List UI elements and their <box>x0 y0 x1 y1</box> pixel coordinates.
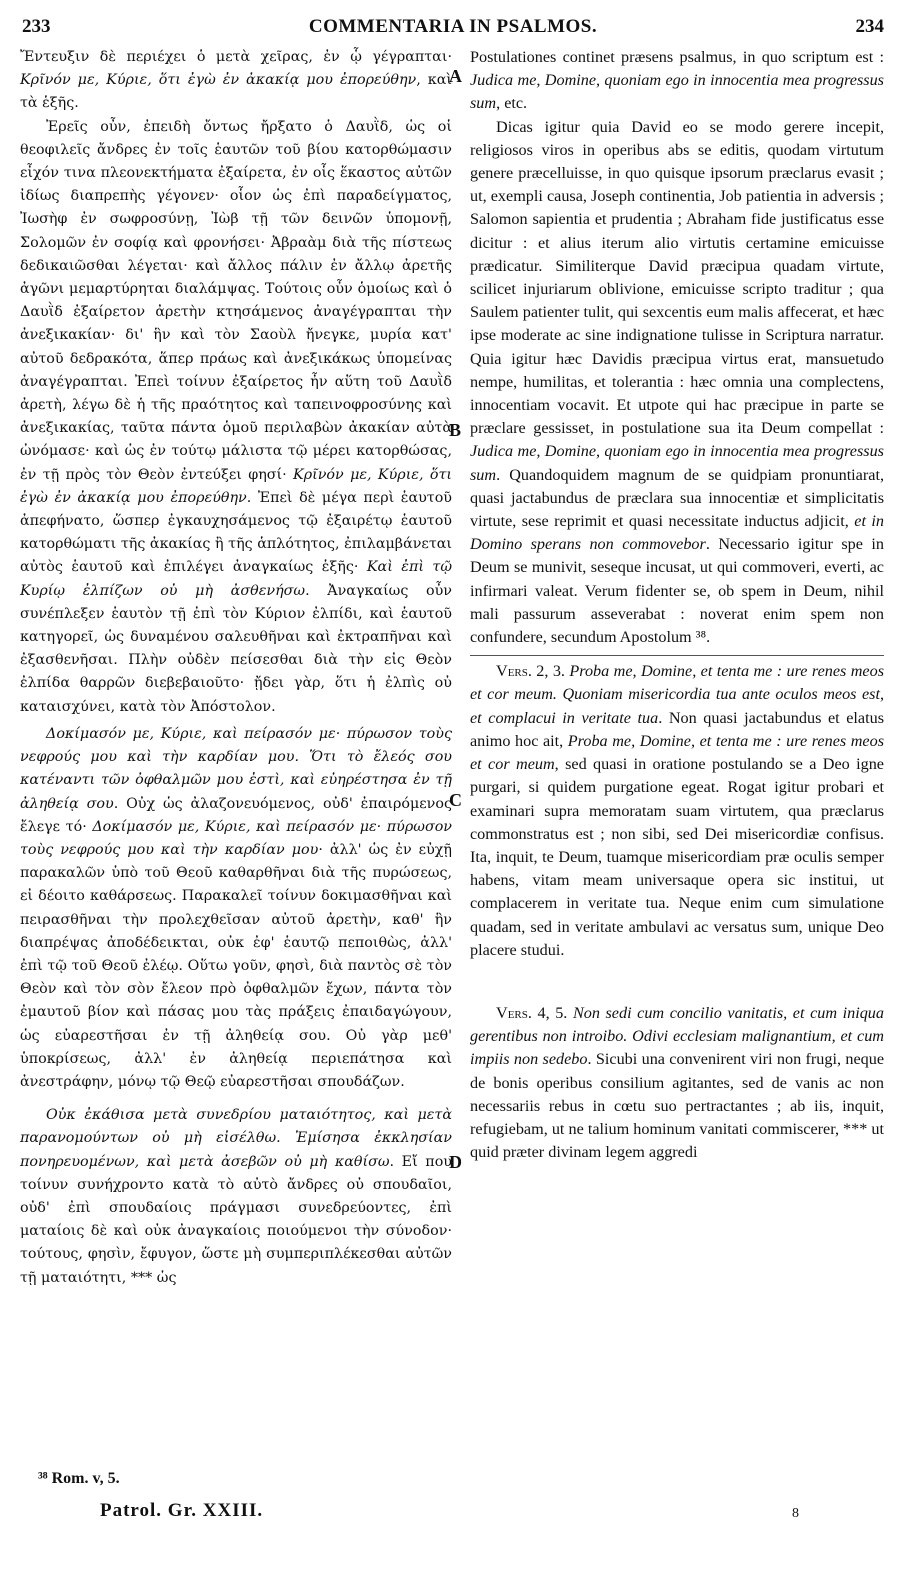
latin-scripture-quote: Judica me, Domine, quoniam ego in innocentia mea progressus sum <box>470 442 884 484</box>
margin-marker-a: A <box>449 66 462 86</box>
greek-scripture-quote: Κρῖνόν με, Κύριε, ὅτι ἐγὼ ἐν ἀκακίᾳ μου ἐπορεύθην <box>20 466 452 506</box>
greek-paragraph <box>20 1104 452 1290</box>
running-header <box>22 16 884 40</box>
latin-paragraph <box>470 46 884 116</box>
latin-text: . Quandoquidem magnum de se quidpiam pronuntiarat, quasi jactabundus de præclara sua innocentiæ et simplicitatis virtute, sese reprimit et quasi necessitate inductus adjicit, <box>470 465 884 531</box>
footnote: ³⁸ Rom. v, 5. <box>38 1470 120 1487</box>
latin-scripture-quote: Non sedi cum concilio vanitatis, et cum iniqua gerentibus non introibo. Odivi ecclesiam malignantium, et cum impiis non sedebo <box>470 1003 884 1069</box>
margin-marker-d: D <box>449 1152 462 1172</box>
greek-text: . Ἐπεὶ δὲ μέγα περὶ ἑαυτοῦ ἀπεφήνατο, ὥσπερ ἐγκαυχησάμενος τῷ ἐξαιρέτῳ ἑαυτοῦ κατορθώματι τῆς ἀκακίας ἢ τῆς ἁπλότητος, ἐπιλαμβάνεται αὐτὸς ἑαυτοῦ καὶ ἐπιλέγει ἀναγκαίως ἑξῆς· <box>20 489 453 576</box>
page-number-right: 234 <box>855 16 884 37</box>
greek-text: . Ἀναγκαίως οὖν συνέπλεξεν ἑαυτὸν τῇ ἐπὶ τὸν Κύριον ἐλπίδι, καὶ ἑαυτοῦ κατηγορεῖ, ὡς δυναμένου σαλευθῆναι καὶ ἐκτραπῆναι καὶ ἐξασθενῆσαι. Πλὴν οὐδὲν πείσεσθαι διὰ τὴν εἰς Θεὸν ἐλπίδα θαρρῶν διεβεβαιοῦτο· ᾔδει γὰρ, ὅτι ἡ ἐλπὶς οὐ καταισχύνει, κατὰ τὸν Ἀπόστολον. <box>20 582 453 715</box>
greek-paragraph <box>20 723 452 1094</box>
latin-text: , sed quasi in oratione postulando se a Deo igne purgari, si quidem purgatione egeat. Rogat igitur probari et examinari supra memoratam suam virtutem, qua præclarus commonstratus est ; non sibi, sed Dei misericordiæ confisus. Ita, inquit, te Deum, tuamque misericordiam præ oculis semper habens, vitam meam universaque opera sic institui, ut complacerem in veritate tua. Neque enim cum simulatione quadam, sed in veritate ambulavi ac versatus sum, unique Deo placere studui. <box>470 755 884 959</box>
greek-paragraph <box>20 116 452 719</box>
divider <box>470 655 884 656</box>
greek-scripture-quote: Δοκίμασόν με, Κύριε, καὶ πείρασόν με· πύρωσον τοὺς νεφρούς μου καὶ τὴν καρδίαν μου <box>20 818 452 858</box>
greek-text: , καὶ τὰ ἑξῆς. <box>20 72 452 112</box>
greek-text: Ἔντευξιν δὲ περιέχει ὁ μετὰ χεῖρας, ἐν ᾧ γέγραπται· <box>20 49 452 65</box>
greek-scripture-quote: Δοκίμασόν με, Κύριε, καὶ πείρασόν με· πύρωσον τοὺς νεφρούς μου καὶ τὴν καρδίαν μου. Ὅτι τὸ ἔλεός σου κατέναντι τῶν ὀφθαλμῶν μου ἐστὶ, καὶ εὐηρέστησα ἐν τῇ ἀληθείᾳ σου <box>20 725 452 812</box>
latin-scripture-quote: Judica me, Domine, quoniam ego in innocentia mea progressus sum <box>470 71 884 113</box>
latin-scripture-quote: Proba me, Domine, et tenta me : ure renes meos et cor meum <box>470 731 885 774</box>
greek-paragraph <box>20 46 452 116</box>
greek-scripture-quote: Οὐκ ἐκάθισα μετὰ συνεδρίου ματαιότητος, καὶ μετὰ παρανομούντων οὐ μὴ εἰσέλθω. Ἐμίσησα ἐκκλησίαν πονηρευομένων, καὶ μετὰ ἀσεβῶν οὐ μὴ καθίσω <box>20 1107 452 1170</box>
running-title: COMMENTARIA IN PSALMOS. <box>308 16 598 37</box>
page-number-left: 233 <box>22 16 51 37</box>
greek-text: . Οὐχ ὡς ἀλαζονευόμενος, οὐδ' ἐπαιρόμενος ἔλεγε τό· <box>20 795 452 835</box>
margin-marker-c: C <box>449 790 462 810</box>
greek-column <box>20 46 452 1290</box>
latin-text: , etc. <box>496 94 528 113</box>
signature-mark: Patrol. Gr. XXIII. <box>100 1500 264 1521</box>
greek-text: Ἐρεῖς οὖν, ἐπειδὴ ὄντως ἤρξατο ὁ Δαυῒδ, ὡς οἱ θεοφιλεῖς ἄνδρες ἐν τοῖς ἑαυτῶν τοῦ βίου κατορθώμασιν εἶχόν τινα πλεονεκτήματα ἐξαίρετα, ἐν οἷς ἕκαστος αὐτῶν ἰδίως διαπρεπὴς γέγονεν· οἷον ὡς ἐπὶ παραδείγματος, Ἰωσὴφ ἐν σωφροσύνῃ, Ἰὼβ τῇ τῶν δεινῶν ὑπομονῇ, Σολομῶν ἐν σοφίᾳ καὶ φρονήσει· Ἀβραὰμ διὰ τῆς πίστεως δεδικαιῶσθαι λέγεται· καὶ ἄλλος πάλιν ἐν ἄλλῳ ἀρετῆς ἀγῶνι μεμαρτύρηται διαλάμψας. Τούτοις οὖν ὁμοίως καὶ ὁ Δαυῒδ ἐξαίρετον ἀρετὴν κτησάμενος ἀναγέγραπται τὴν ἀνεξικακίαν· δι' ἣν καὶ τὸν Σαοὺλ ἤνεγκε, μυρία κατ' αὐτοῦ δεδρακότα, ἅπερ πράως καὶ ἀνεξικάκως ὑπομείνας ἀναγέγραπται. Ἐπεὶ τοίνυν ἐξαίρετος ἦν αὕτη τοῦ Δαυῒδ ἀρετὴ, λέγω δὲ ἡ τῆς πραότητος καὶ ταπεινοφροσύνης καὶ ἀνεξικακίας, ταῦτα πάντα ὁμοῦ περιλαβὼν ἀκακίαν αὐτὰ ὠνόμασε· καὶ ὡς ἐν τούτῳ μάλιστα τῷ μέρει κατορθώσας, ἐν τῇ πρὸς τὸν Θεὸν ἐντεύξει φησί· <box>20 118 452 483</box>
latin-text: Postulationes continet præsens psalmus, in quo scriptum est : <box>470 48 884 66</box>
latin-scripture-quote: Proba me, Domine, et tenta me : ure renes meos et cor meum. Quoniam misericordia tua ante oculos meos est, et complacui in veritate tua <box>470 662 884 727</box>
greek-text: · ἀλλ' ὡς ἐν εὐχῇ παρακαλῶν ὑπὸ τοῦ Θεοῦ καθαρθῆναι διὰ τῆς πυρώσεως, εἰ δέοιτο καθάρσεως. Παρακαλεῖ τοίνυν δοκιμασθῆναι καὶ πειρασθῆναι τὴν προλεχθεῖσαν αὐτοῦ ἀρετὴν, καθ' ἣν διαπρέψας ἀποδέδεικται, οὐκ ἐφ' ἑαυτῷ πεποιθὼς, ἀλλ' ἐπὶ τῷ τοῦ Θεοῦ ἐλέῳ. Οὕτω γοῦν, φησὶ, διὰ παντὸς σὲ τὸν Θεὸν καὶ τὸν σὸν ἔλεον πρὸ ὀφθαλμῶν ἔχων, πάντα τὸν ἐμαυτοῦ βίον καὶ πάσας μου τὰς πράξεις ἐπαιδαγώγουν, ὡς εὐαρεστῆσαι ἐν τῇ ἀληθείᾳ σου. Οὐ γὰρ μεθ' ὑποκρίσεως, ἀλλ' ἐν ἀληθείᾳ περιεπάτησα καὶ ἀνεστράφην, μόνῳ τῷ Θεῷ εὐαρεστῆσαι σπουδάζων. <box>20 841 452 1090</box>
latin-text: . Sicubi una convenirent viri non frugi, neque de bonis operibus consilium agitantes, sed de vanis ac non necessariis rebus in cœtu suo pertractantes ; ab iis, inquit, refugiebam, ut ne talium hominum vanitati commiscerer, *** ut quid præter divinam legem aggredi <box>470 1050 885 1162</box>
signature-number: 8 <box>792 1506 799 1521</box>
latin-paragraph <box>470 116 884 650</box>
latin-text: . Necessario igitur spe in Deum se munivit, seseque incusat, ut qui commoveri, everti, ac infirmari valeat. Verum fidenter se, ob spem in Deum, nihil mali passurum asseverabat : noverat enim spem non confundere, secundum Apostolum ³⁸. <box>470 535 884 647</box>
verse-label: Vers. 2, 3. <box>496 662 570 681</box>
latin-text: . Non quasi jactabundus et elatus animo hoc ait, <box>470 708 885 750</box>
latin-scripture-quote: et in Domino sperans non commovebor <box>470 512 884 554</box>
latin-column <box>470 46 884 1164</box>
margin-marker-b: B <box>449 420 462 440</box>
greek-scripture-quote: Κρῖνόν με, Κύριε, ὅτι ἐγὼ ἐν ἀκακίᾳ μου ἐπορεύθην <box>20 72 417 89</box>
verse-label: Vers. 4, 5. <box>496 1003 573 1022</box>
latin-paragraph <box>470 1002 884 1164</box>
latin-paragraph <box>470 660 884 962</box>
greek-scripture-quote: Καὶ ἐπὶ τῷ Κυρίῳ ἐλπίζων οὐ μὴ ἀσθενήσω <box>20 559 452 599</box>
greek-text: . Εἴ που τοίνυν συνήχροντο κατὰ τὸ αὐτὸ ἄνδρες οὐ σπουδαῖοι, οὐδ' ἐπὶ σπουδαίοις πράγμασι συνεδρεύοντες, ἐπὶ ματαίοις δὲ καὶ οὐκ ἀναγκαίοις ποιούμενοι τὴν σύνοδον· τούτους, φησὶν, ἔφυγον, ὥστε μὴ συμπεριπλέκεσθαι αὐτῶν τῇ ματαιότητι, *** ὡς <box>20 1153 452 1286</box>
latin-text: Dicas igitur quia David eo se modo gerere incepit, religiosos viros in operibus abs se editis, quodam virtutum genere præcelluisse, in quo quisque ipsorum præclarus evasit ; ut, exempli causa, Joseph continentia, Job patientia in adversis ; Salomon sapientia et prudentia ; Abraham fide justificatus esse dicitur : et alius iterum alio virtutis certamine emicuisse prædicatur. Similiterque David præcipua quadam virtute, scilicet injuriarum oblivione, emicuisse scripto traditur ; qua Saulem patienter tulit, qui sexcentis eum malis affecerat, et hæc ipse moderate ac sine indignatione tulisse in Scriptura narratur. Quia igitur hæc Davidis præcipua virtus erat, mansuetudo nempe, humilitas, et tolerantia : hæc omnia una complectens, innocentiam vocavit. Et utpote qui hac præcipue in parte se præclare gessisset, in postulatione sua ita Deum compellat : <box>470 117 884 438</box>
